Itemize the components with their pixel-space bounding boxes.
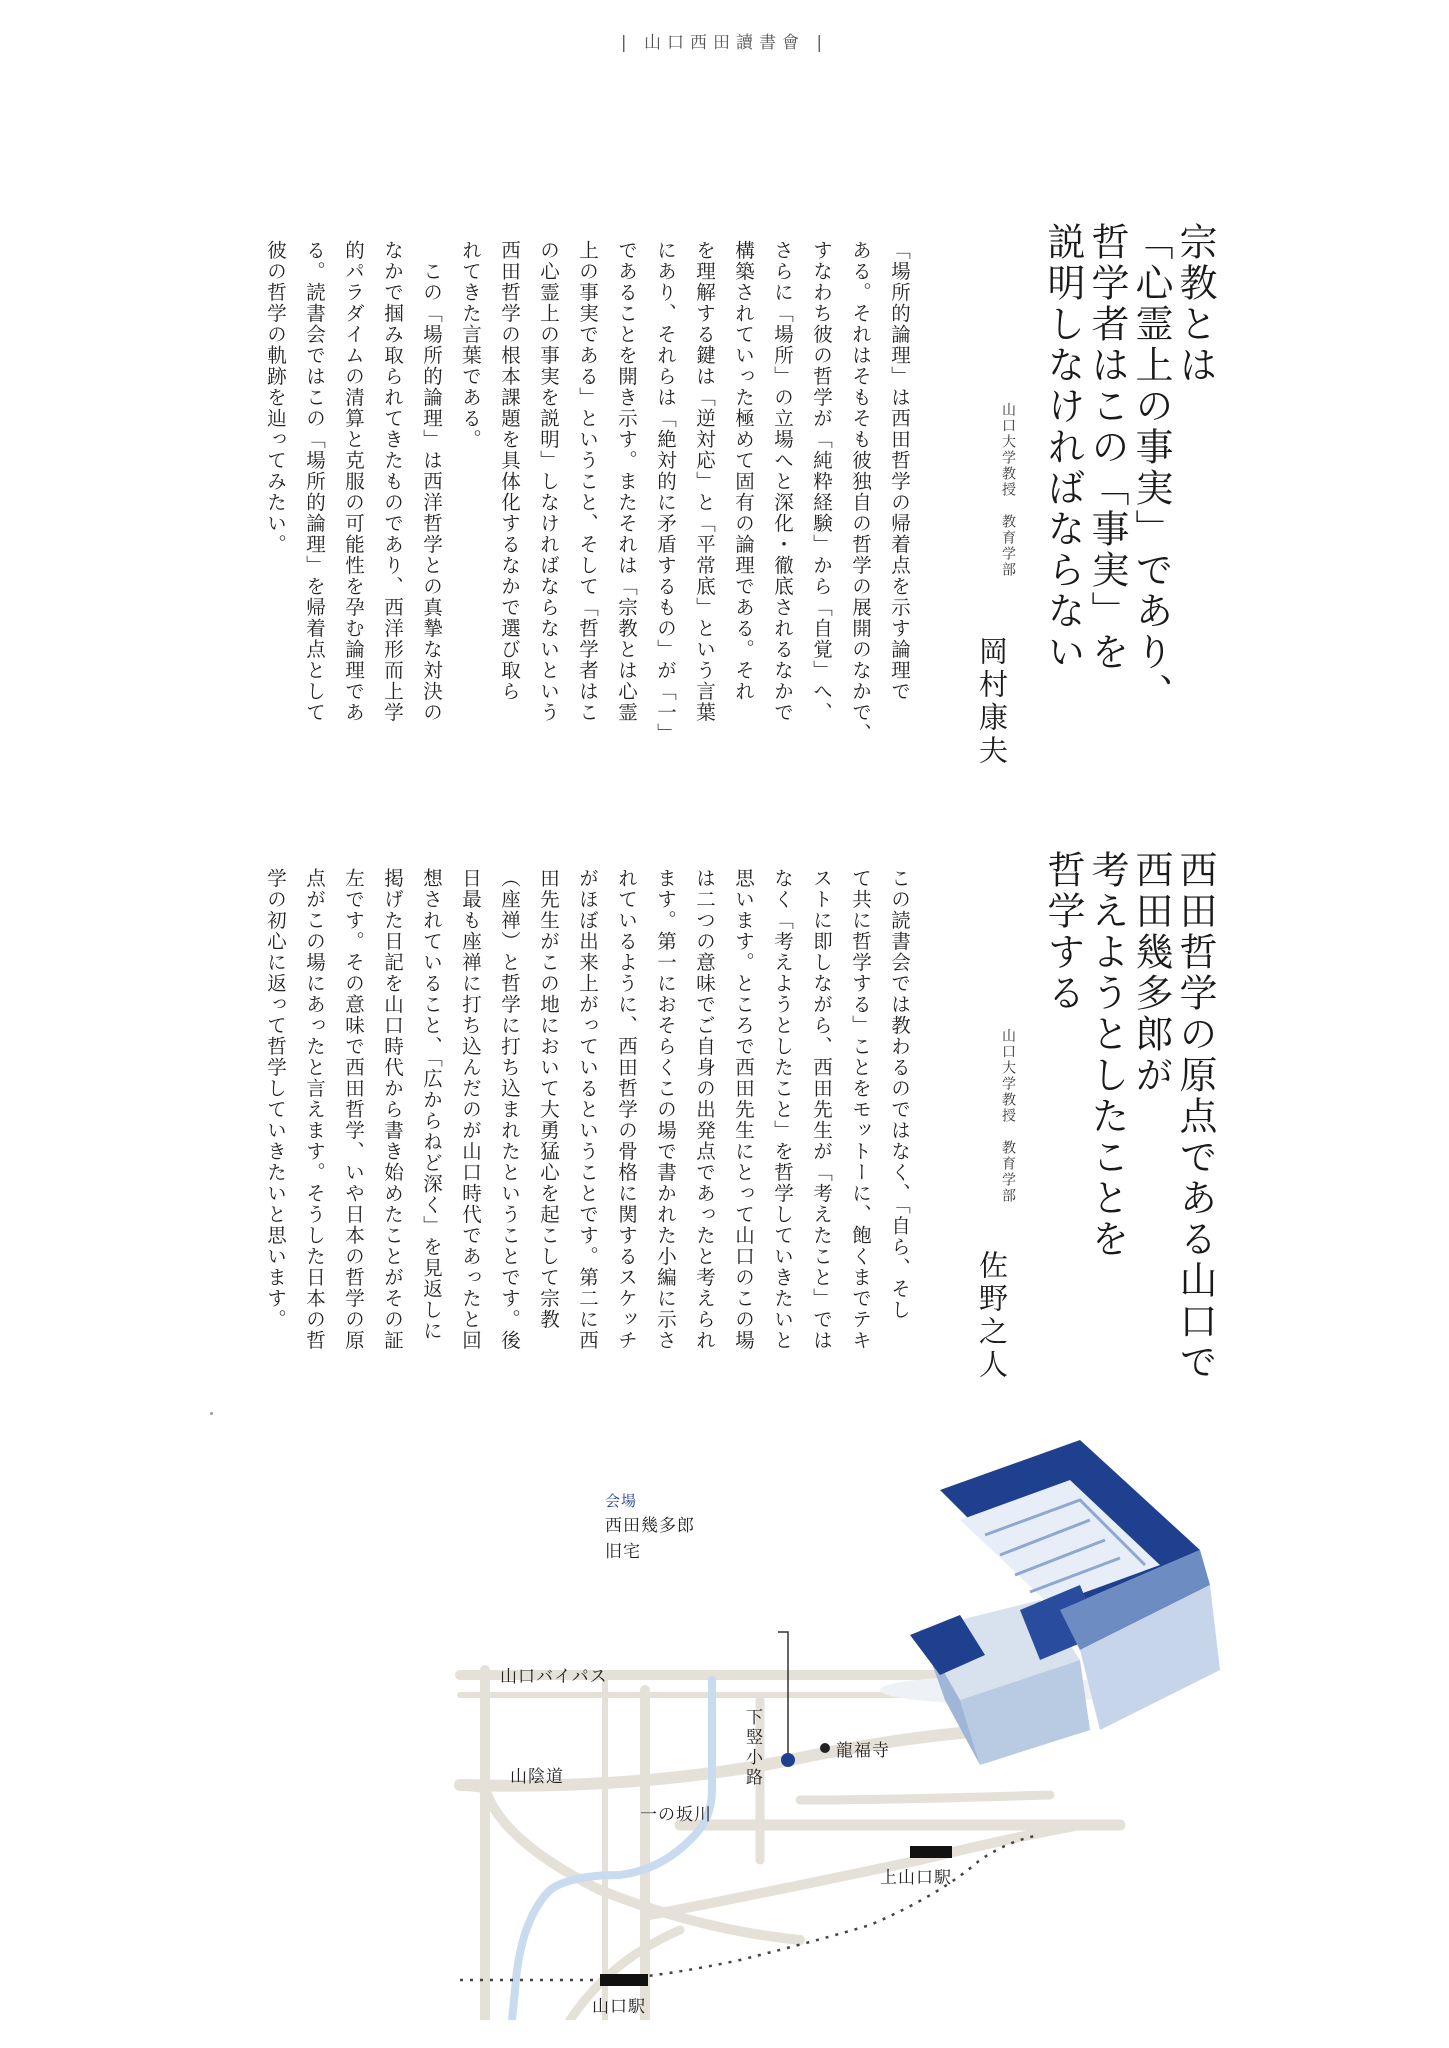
shimotatekoji-label: 下竪小路: [742, 1708, 762, 1788]
yamaguchi-station-label: 山口駅: [592, 1997, 646, 2017]
ryufukuji-label: 龍福寺: [836, 1741, 890, 1761]
essay2-author: 佐野之人: [975, 1250, 1009, 1382]
venue-caption: 会場: [605, 1492, 638, 1510]
essay1-affiliation: 山口大学教授 教育学部: [1000, 402, 1016, 578]
venue-name: 西田幾多郎 旧宅: [605, 1516, 695, 1562]
ryufukuji-marker: [820, 1743, 830, 1753]
essay2-title: 西田哲学の原点である山口で 西田幾多郎が 考えようとしたことを 哲学する: [1041, 850, 1217, 1383]
map-drawing: [440, 1370, 1340, 2020]
essay1-author: 岡村康夫: [975, 636, 1009, 768]
map: [440, 1370, 1340, 2020]
header-title: | 山口西田讀書會 |: [620, 33, 829, 53]
kamiyamaguchi-station-label: 上山口駅: [880, 1868, 952, 1888]
venue-house-illustration: [880, 1440, 1220, 1765]
ichinosaka-river-label: 一の坂川: [640, 1805, 712, 1825]
bypass-label: 山口バイパス: [500, 1667, 608, 1687]
venue-pin-icon: [781, 1753, 795, 1767]
decorative-dot: [210, 1412, 213, 1415]
yamaguchi-station-marker: [600, 1974, 648, 1986]
essay1-title: 宗教とは 「心霊上の事実」であり、 哲学者はこの「事実」を 説明しなければならない: [1041, 222, 1217, 714]
sanin-road-label: 山陰道: [510, 1767, 564, 1787]
essay2-affiliation: 山口大学教授 教育学部: [1000, 1028, 1016, 1204]
kamiyamaguchi-station-marker: [910, 1846, 952, 1858]
essay1-body: 「場所的論理」は西田哲学の帰着点を示す論理で ある。それはそもそも彼独自の哲学の展開のなかで、 すなわち彼の哲学が「純粋経験」から「自覚」へ、 さらに「場所」の立場へと深化・徹底されるなかで 構築されていった極めて固有の論理である。それ を理解する鍵は「逆対応」と「平常底」という言葉 にあり、それらは「絶対的に矛盾するもの」が「一」 であることを開き示す。またそれは「宗教とは心霊 上の事実である」ということ、そして「哲学者はこ の心霊上の事実を説明」しなければならないという 西田哲学の根本課題を具体化するなかで選び取ら れてきた言葉である。 この「場所的論理」は西洋哲学との真摯な対決の なかで掴み取られてきたものであり、西洋形而上学 的パラダイムの清算と克服の可能性を孕む論理であ る。読書会ではこの「場所的論理」を帰着点として 彼の哲学の軌跡を辿ってみたい。: [264, 240, 911, 744]
essay2-body: この読書会では教わるのではなく、「自ら、そし て共に哲学する」ことをモットーに、飽くまでテキ ストに即しながら、西田先生が「考えたこと」では なく「考えようとしたこと」を哲学していきたいと 思います。ところで西田先生にとって山口のこの場 は二つの意味でご自身の出発点であったと考えられ ます。第一におそらくこの場で書かれた小編に示さ れているように、西田哲学の骨格に関するスケッチ がほぼ出来上がっているということです。第二に西 田先生がこの地において大勇猛心を起こして宗教 （座禅）と哲学に打ち込まれたということです。後 日最も座禅に打ち込んだのが山口時代であったと回 想されていること、「広からねど深く」を見返しに 掲げた日記を山口時代から書き始めたことがその証 左です。その意味で西田哲学、いや日本の哲学の原 点がこの場にあったと言えます。そうした日本の哲 学の初心に返って哲学していきたいと思います。: [264, 868, 911, 1351]
